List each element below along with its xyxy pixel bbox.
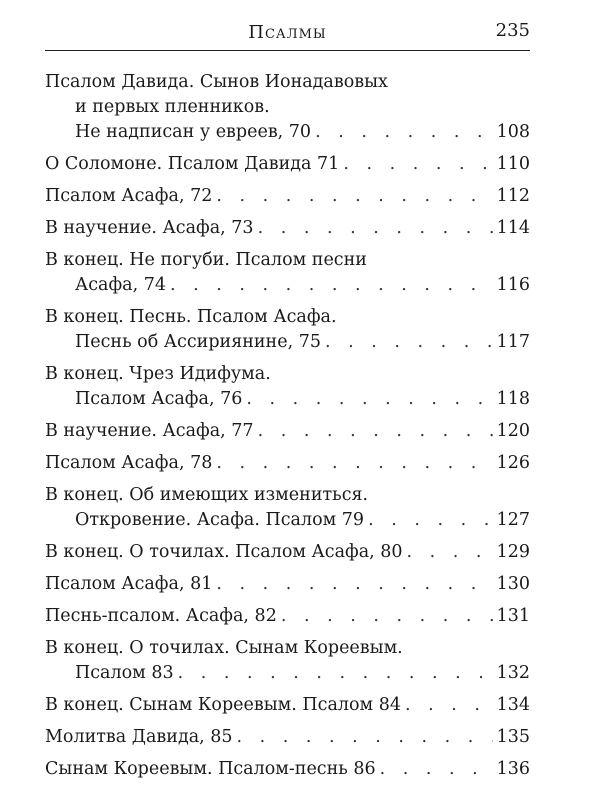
toc-entry-line: [45, 451, 530, 476]
toc-entry-text: О Соломоне. Псалом Давида 71: [45, 154, 340, 174]
toc-entry-text: Песнь об Ассириянине, 75: [75, 332, 321, 352]
toc-entry-text: Сынам Кореевым. Псалом-песнь 86: [45, 759, 376, 779]
toc-entry-text: Асафа, 74: [75, 275, 167, 295]
dot-leader: [315, 120, 493, 145]
toc-page-number: 129: [496, 542, 530, 562]
toc-entry-line: [45, 216, 530, 241]
toc-entry-line: [45, 387, 530, 412]
dot-leader: [325, 330, 493, 355]
toc-entry-line: [45, 419, 530, 444]
toc-entry-line: [45, 604, 530, 629]
toc-entry-text: В конец. Об имеющих измениться.: [45, 485, 369, 505]
toc-entry: [45, 757, 530, 782]
toc-page-number: 118: [496, 389, 530, 409]
toc-entry: [45, 248, 530, 298]
toc-page-number: 112: [496, 186, 530, 206]
toc-entry: [45, 604, 530, 629]
toc-entry-text: В конец. О точилах. Псалом Асафа, 80: [45, 542, 403, 562]
section-title: Псалмы: [248, 22, 327, 43]
dot-leader: [216, 184, 492, 209]
toc-entry-line: [45, 725, 530, 750]
toc-entry-line: [45, 120, 530, 145]
toc-entry-text: В конец. Песнь. Псалом Асафа.: [45, 307, 337, 327]
dot-leader: [368, 508, 493, 533]
toc-page-number: 136: [496, 759, 530, 779]
toc-entry-line: [45, 540, 530, 565]
toc-entry-line: [45, 184, 530, 209]
toc-page-number: 117: [496, 332, 530, 352]
toc-entry: [45, 184, 530, 209]
toc-entry-text: Не надписан у евреев, 70: [75, 122, 312, 142]
toc-entry-line: [45, 330, 530, 355]
toc-entry-text: Псалом Давида. Сынов Ионадавовых: [45, 72, 388, 92]
toc-entry: [45, 70, 530, 145]
toc-entry: [45, 152, 530, 177]
toc-entry: [45, 451, 530, 476]
toc-page-number: 116: [496, 275, 530, 295]
toc-page-number: 130: [496, 574, 530, 594]
toc-entry: [45, 483, 530, 533]
toc-page-number: 134: [496, 695, 530, 715]
dot-leader: [258, 216, 493, 241]
toc-page-number: 108: [496, 122, 530, 142]
toc-entry-text: и первых пленников.: [75, 97, 270, 117]
toc-entry-text: В конец. Сынам Кореевым. Псалом 84: [45, 695, 401, 715]
dot-leader: [170, 273, 493, 298]
toc-page-number: 110: [496, 154, 530, 174]
toc-entry-line: [45, 508, 530, 533]
toc-entry-text: В конец. Не погуби. Псалом песни: [45, 250, 367, 270]
toc-entry-text: В конец. О точилах. Сынам Кореевым.: [45, 638, 403, 658]
page-header: [45, 14, 530, 51]
dot-leader: [237, 725, 493, 750]
toc-page-number: 126: [496, 453, 530, 473]
toc-entry: [45, 305, 530, 355]
toc-entry: [45, 572, 530, 597]
dot-leader: [216, 451, 492, 476]
toc-entry-text: Псалом Асафа, 81: [45, 574, 213, 594]
toc-page-number: 114: [496, 218, 530, 238]
dot-leader: [281, 604, 493, 629]
toc-entry: [45, 540, 530, 565]
toc-entry: [45, 216, 530, 241]
toc-entry: [45, 693, 530, 718]
dot-leader: [258, 419, 493, 444]
toc-entry-text: Псалом Асафа, 78: [45, 453, 213, 473]
toc-page-number: 131: [496, 606, 530, 626]
toc-page-number: 127: [496, 510, 530, 530]
toc-entry-text: Молитва Давида, 85: [45, 727, 233, 747]
toc-entry: [45, 725, 530, 750]
toc-entry-text: Песнь-псалом. Асафа, 82: [45, 606, 277, 626]
dot-leader: [216, 572, 492, 597]
dot-leader: [405, 693, 493, 718]
dot-leader: [343, 152, 492, 177]
toc-entry: [45, 362, 530, 412]
toc-entry-line: [45, 757, 530, 782]
dot-leader: [380, 757, 493, 782]
toc-entry: [45, 419, 530, 444]
toc-entry-line: [45, 572, 530, 597]
toc-page-number: 132: [496, 663, 530, 683]
toc-entry-line: [45, 273, 530, 298]
toc-entry-text: В научение. Асафа, 73: [45, 218, 254, 238]
dot-leader: [407, 540, 493, 565]
toc-entry-text: В научение. Асафа, 77: [45, 421, 254, 441]
toc-entry-line: [45, 152, 530, 177]
table-of-contents: [45, 70, 530, 789]
dot-leader: [178, 661, 493, 686]
toc-page-number: 135: [496, 727, 530, 747]
toc-entry-text: Псалом Асафа, 76: [75, 389, 243, 409]
toc-entry-text: Откровение. Асафа. Псалом 79: [75, 510, 365, 530]
toc-entry-text: В конец. Чрез Идифума.: [45, 364, 271, 384]
toc-entry: [45, 636, 530, 686]
toc-entry-line: [45, 693, 530, 718]
toc-page-number: 120: [496, 421, 530, 441]
toc-entry-text: Псалом Асафа, 72: [45, 186, 213, 206]
toc-entry-text: Псалом 83: [75, 663, 174, 683]
page-number: 235: [495, 20, 530, 41]
toc-entry-line: [45, 661, 530, 686]
dot-leader: [246, 387, 492, 412]
